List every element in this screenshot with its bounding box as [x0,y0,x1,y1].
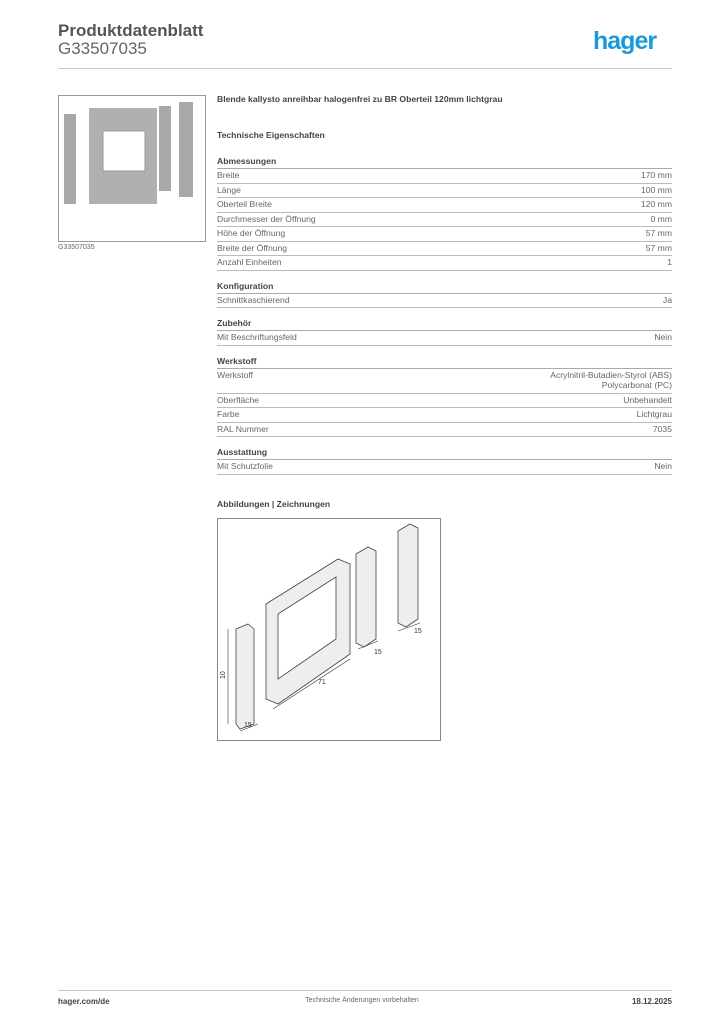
property-label: Werkstoff [217,369,253,380]
property-label: Farbe [217,409,240,419]
property-row [217,394,672,409]
property-label: Oberteil Breite [217,199,272,209]
section-heading: Ausstattung [217,447,672,460]
page-title: Produktdatenblatt [58,21,204,40]
property-value: 7035 [652,423,672,434]
product-description: Blende kallysto anreihbar halogenfrei zu BR Oberteil 120mm lichtgrau [217,94,503,104]
section-heading: Konfiguration [217,281,672,294]
property-value: Ja [662,294,672,305]
hager-logo: hager [593,27,657,55]
footer-divider [58,990,672,991]
property-value: 170 mm [640,170,672,180]
property-value: 1 [667,257,672,267]
property-row [217,242,672,257]
section-heading: Zubehör [217,318,672,331]
property-label: Schnittkaschierend [217,294,290,305]
property-row [217,369,672,394]
property-row [217,331,672,346]
footer-website: hager.com/de [58,997,110,1006]
dim-side3-label: 15 [414,628,422,635]
tech-heading: Technische Eigenschaften [217,130,325,140]
dim-main-label: 71 [318,679,326,686]
property-value: Unbehandelt [623,394,672,405]
property-label: Oberfläche [217,394,260,405]
property-label: Mit Beschriftungsfeld [217,332,297,342]
section-heading: Werkstoff [217,356,672,369]
property-value: 100 mm [640,184,672,195]
property-row [217,169,672,184]
property-value: 0 mm [650,213,672,224]
property-row [217,184,672,199]
property-row [217,198,672,213]
property-row [217,294,672,309]
properties-column [217,94,672,509]
property-label: Durchmesser der Öffnung [217,213,316,224]
property-row [217,460,672,475]
property-value: 120 mm [640,199,672,209]
footer-date: 18.12.2025 [631,997,672,1006]
property-row [217,213,672,228]
property-label: RAL Nummer [217,423,269,434]
property-label: Anzahl Einheiten [217,257,282,267]
section-heading: Abmessungen [217,156,672,169]
dimension-drawing [217,518,441,741]
dim-height-label: 10 [220,671,227,679]
figures-heading: Abbildungen | Zeichnungen [217,498,331,509]
property-label: Breite [217,170,240,180]
property-label: Höhe der Öffnung [217,228,286,238]
image-caption: G33507035 [58,244,95,251]
property-row [217,227,672,242]
property-label: Breite der Öffnung [217,242,288,253]
property-label: Mit Schutzfolie [217,461,273,471]
property-row [217,423,672,438]
header-divider [58,68,672,69]
property-value: Acrylnitril-Butadien-Styrol (ABS) Polycarbonat (PC) [550,369,672,390]
property-value: 57 mm [645,242,672,253]
product-image [58,95,206,242]
dim-side1-label: 15 [244,722,252,729]
dim-side2-label: 15 [374,649,382,656]
property-value: Nein [654,461,672,471]
footer-disclaimer: Technische Änderungen vorbehalten [305,997,419,1004]
property-label: Länge [217,184,241,195]
property-value: Nein [654,332,672,342]
property-value: Lichtgrau [636,409,672,419]
product-code: G33507035 [58,39,147,58]
property-value: 57 mm [645,228,672,238]
property-row [217,256,672,271]
property-row [217,408,672,423]
